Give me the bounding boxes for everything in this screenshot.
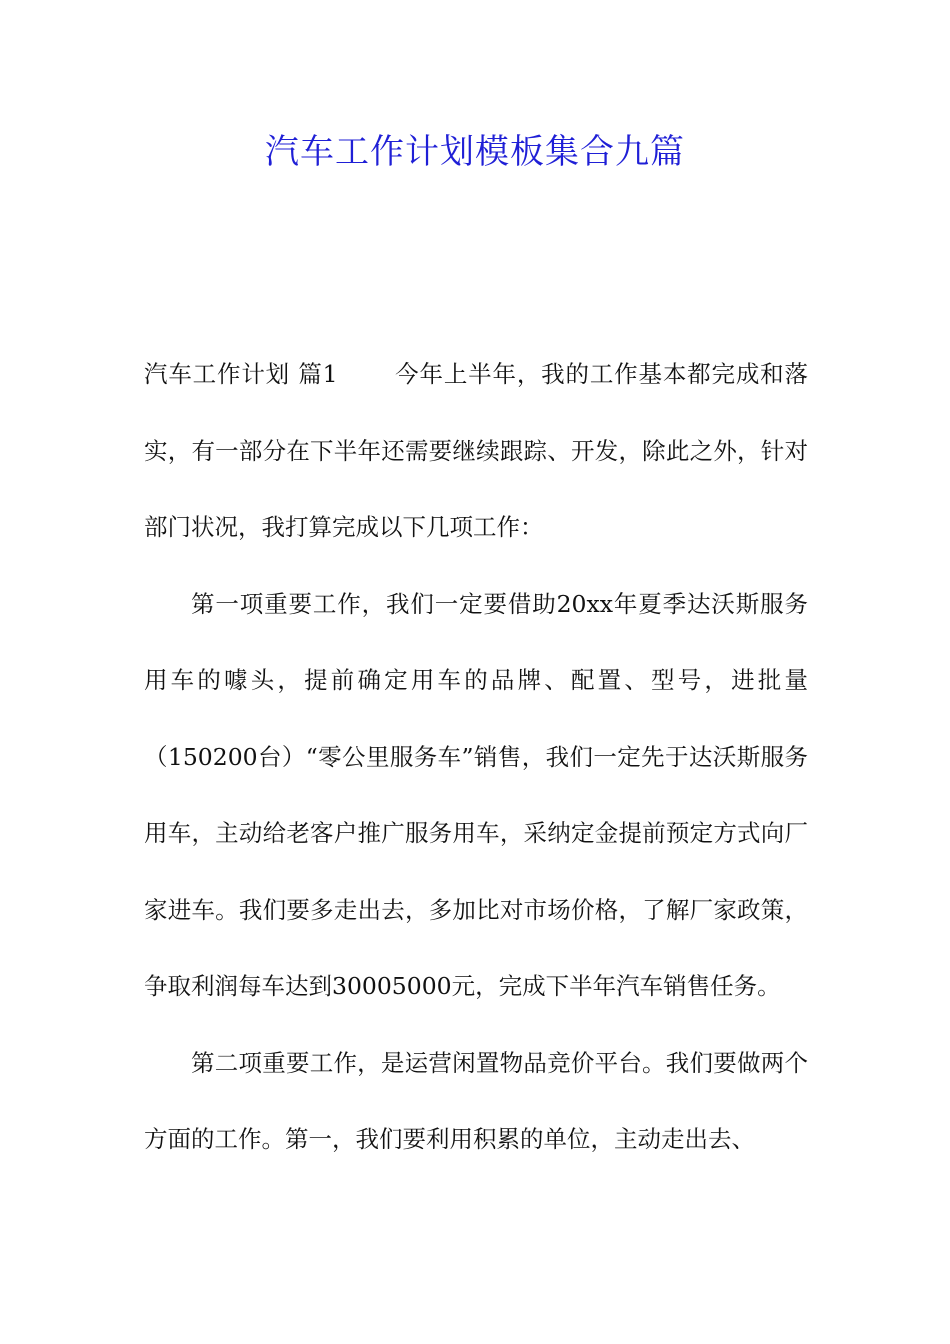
paragraph-1-text: 今年上半年，我的工作基本都完成和落实，有一部分在下半年还需要继续跟踪、开发，除此之外，针对部门状况，我打算完成以下几项工作： (144, 360, 809, 541)
section-heading: 汽车工作计划 篇1 (144, 360, 338, 388)
document-body (144, 336, 808, 1178)
document-title: 汽车工作计划模板集合九篇 (265, 132, 685, 172)
paragraph-2: 第一项重要工作，我们一定要借助20xx年夏季达沃斯服务用车的噱头，提前确定用车的品牌、配置、型号，进批量（150200台）“零公里服务车”销售，我们一定先于达沃斯服务用车，主动给老客户推广服务用车，采纳定金提前预定方式向厂家进车。我们要多走出去，多加比对市场价格，了解厂家政策，争取利润每车达到30005000元，完成下半年汽车销售任务。 (144, 589, 808, 1000)
paragraph-1 (144, 336, 808, 566)
paragraph-3: 第二项重要工作，是运营闲置物品竞价平台。我们要做两个方面的工作。第一，我们要利用积累的单位，主动走出去、 (144, 1048, 808, 1153)
